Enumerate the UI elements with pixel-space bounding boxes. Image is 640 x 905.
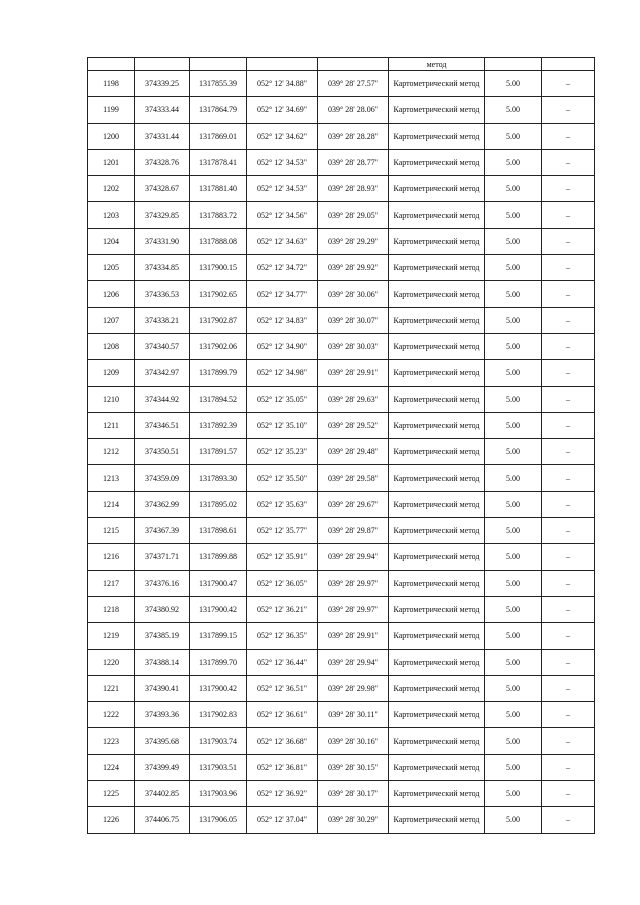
cell-point-number: 1200 <box>88 123 135 149</box>
table-row <box>88 781 595 807</box>
cell-note: – <box>542 518 595 544</box>
cell-longitude: 039° 28' 30.15" <box>318 754 389 780</box>
cell-method: Картометрический метод <box>389 123 485 149</box>
table-row <box>88 123 595 149</box>
cell-longitude: 039° 28' 30.29" <box>318 807 389 833</box>
cell-method: Картометрический метод <box>389 412 485 438</box>
cell-x: 374395.68 <box>135 728 190 754</box>
cell-latitude: 052° 12' 35.50" <box>247 465 318 491</box>
cell-method: Картометрический метод <box>389 702 485 728</box>
cell-point-number: 1211 <box>88 412 135 438</box>
cell-latitude: 052° 12' 34.53" <box>247 176 318 202</box>
cell-y: 1317881.40 <box>190 176 247 202</box>
table-row <box>88 702 595 728</box>
cell-note: – <box>542 123 595 149</box>
cell-point-number: 1210 <box>88 386 135 412</box>
cell-x: 374331.90 <box>135 228 190 254</box>
cell-accuracy: 5.00 <box>485 675 542 701</box>
cell-method: Картометрический метод <box>389 570 485 596</box>
cell-y: 1317902.87 <box>190 307 247 333</box>
cell-x: 374367.39 <box>135 518 190 544</box>
cell-point-number: 1223 <box>88 728 135 754</box>
cell-method: Картометрический метод <box>389 807 485 833</box>
cell-accuracy: 5.00 <box>485 649 542 675</box>
cell-note: – <box>542 281 595 307</box>
table-row <box>88 255 595 281</box>
cell-longitude: 039° 28' 30.16" <box>318 728 389 754</box>
cell-point-number: 1215 <box>88 518 135 544</box>
cell-note: – <box>542 333 595 359</box>
table-row <box>88 570 595 596</box>
table-row <box>88 596 595 622</box>
table-row <box>88 754 595 780</box>
cell-method: Картометрический метод <box>389 465 485 491</box>
cell-x: 374346.51 <box>135 412 190 438</box>
cell-method: Картометрический метод <box>389 754 485 780</box>
cell-y: 1317878.41 <box>190 149 247 175</box>
cell-point-number: 1214 <box>88 491 135 517</box>
cell-x: 374399.49 <box>135 754 190 780</box>
cell-latitude: 052° 12' 37.04" <box>247 807 318 833</box>
cell-point-number: 1216 <box>88 544 135 570</box>
cell-note: – <box>542 97 595 123</box>
cell-accuracy: 5.00 <box>485 754 542 780</box>
cell-y: 1317898.61 <box>190 518 247 544</box>
cell-longitude: 039° 28' 29.98" <box>318 675 389 701</box>
cell-longitude: 039° 28' 28.06" <box>318 97 389 123</box>
cell-longitude: 039° 28' 29.87" <box>318 518 389 544</box>
cell-x: 374376.16 <box>135 570 190 596</box>
cell-latitude: 052° 12' 34.63" <box>247 228 318 254</box>
cell-method: Картометрический метод <box>389 97 485 123</box>
cell-note: – <box>542 781 595 807</box>
cell-y: 1317893.30 <box>190 465 247 491</box>
cell-note: – <box>542 570 595 596</box>
cell-y: 1317869.01 <box>190 123 247 149</box>
cell-note: – <box>542 675 595 701</box>
cell-x: 374393.36 <box>135 702 190 728</box>
cell-x: 374334.85 <box>135 255 190 281</box>
cell-note: – <box>542 465 595 491</box>
cell-point-number: 1224 <box>88 754 135 780</box>
coordinates-table <box>87 57 595 834</box>
cell-latitude: 052° 12' 34.53" <box>247 149 318 175</box>
table-row <box>88 518 595 544</box>
cell-point-number: 1198 <box>88 71 135 97</box>
cell-latitude: 052° 12' 34.88" <box>247 71 318 97</box>
cell-latitude: 052° 12' 34.77" <box>247 281 318 307</box>
cell-accuracy: 5.00 <box>485 149 542 175</box>
cell-accuracy: 5.00 <box>485 544 542 570</box>
cell-longitude: 039° 28' 30.07" <box>318 307 389 333</box>
cell-y: 1317864.79 <box>190 97 247 123</box>
cell-x: 374328.76 <box>135 149 190 175</box>
cell-y: 1317892.39 <box>190 412 247 438</box>
cell-latitude: 052° 12' 36.51" <box>247 675 318 701</box>
cell-y: 1317900.42 <box>190 596 247 622</box>
cell-latitude: 052° 12' 36.35" <box>247 623 318 649</box>
cell-accuracy: 5.00 <box>485 570 542 596</box>
cell-y <box>190 58 247 71</box>
cell-point-number <box>88 58 135 71</box>
cell-method: Картометрический метод <box>389 518 485 544</box>
cell-method: Картометрический метод <box>389 333 485 359</box>
cell-longitude: 039° 28' 29.94" <box>318 544 389 570</box>
cell-note: – <box>542 228 595 254</box>
cell-point-number: 1218 <box>88 596 135 622</box>
table-row <box>88 71 595 97</box>
cell-accuracy: 5.00 <box>485 333 542 359</box>
table-row <box>88 307 595 333</box>
cell-longitude: 039° 28' 29.97" <box>318 570 389 596</box>
table-row <box>88 649 595 675</box>
cell-note: – <box>542 412 595 438</box>
cell-x: 374390.41 <box>135 675 190 701</box>
cell-method: Картометрический метод <box>389 360 485 386</box>
cell-x: 374331.44 <box>135 123 190 149</box>
cell-accuracy: 5.00 <box>485 228 542 254</box>
cell-point-number: 1204 <box>88 228 135 254</box>
cell-x: 374385.19 <box>135 623 190 649</box>
cell-point-number: 1202 <box>88 176 135 202</box>
cell-method: Картометрический метод <box>389 281 485 307</box>
cell-point-number: 1203 <box>88 202 135 228</box>
cell-latitude: 052° 12' 34.69" <box>247 97 318 123</box>
cell-point-number: 1201 <box>88 149 135 175</box>
cell-method: Картометрический метод <box>389 649 485 675</box>
cell-y: 1317888.08 <box>190 228 247 254</box>
cell-x: 374342.97 <box>135 360 190 386</box>
cell-method: Картометрический метод <box>389 386 485 412</box>
cell-y: 1317900.42 <box>190 675 247 701</box>
cell-x: 374380.92 <box>135 596 190 622</box>
cell-latitude: 052° 12' 34.72" <box>247 255 318 281</box>
cell-note: – <box>542 807 595 833</box>
cell-y: 1317902.06 <box>190 333 247 359</box>
cell-x: 374329.85 <box>135 202 190 228</box>
cell-latitude: 052° 12' 34.62" <box>247 123 318 149</box>
cell-y: 1317906.05 <box>190 807 247 833</box>
cell-point-number: 1213 <box>88 465 135 491</box>
cell-y: 1317900.47 <box>190 570 247 596</box>
cell-note: – <box>542 623 595 649</box>
cell-point-number: 1209 <box>88 360 135 386</box>
table-row <box>88 360 595 386</box>
cell-note: – <box>542 491 595 517</box>
cell-latitude: 052° 12' 36.81" <box>247 754 318 780</box>
table-row <box>88 728 595 754</box>
cell-point-number: 1212 <box>88 439 135 465</box>
cell-accuracy <box>485 58 542 71</box>
cell-point-number: 1220 <box>88 649 135 675</box>
cell-longitude: 039° 28' 27.57" <box>318 71 389 97</box>
cell-point-number: 1219 <box>88 623 135 649</box>
cell-accuracy: 5.00 <box>485 518 542 544</box>
cell-y: 1317903.96 <box>190 781 247 807</box>
cell-latitude: 052° 12' 35.05" <box>247 386 318 412</box>
table-row <box>88 412 595 438</box>
cell-method: Картометрический метод <box>389 675 485 701</box>
table-row <box>88 202 595 228</box>
cell-longitude: 039° 28' 28.28" <box>318 123 389 149</box>
cell-point-number: 1226 <box>88 807 135 833</box>
cell-point-number: 1205 <box>88 255 135 281</box>
table-row <box>88 97 595 123</box>
cell-note: – <box>542 439 595 465</box>
cell-y: 1317900.15 <box>190 255 247 281</box>
cell-latitude: 052° 12' 36.92" <box>247 781 318 807</box>
cell-latitude: 052° 12' 36.21" <box>247 596 318 622</box>
cell-x: 374359.09 <box>135 465 190 491</box>
cell-accuracy: 5.00 <box>485 465 542 491</box>
table-row <box>88 544 595 570</box>
cell-point-number: 1208 <box>88 333 135 359</box>
cell-x: 374350.51 <box>135 439 190 465</box>
cell-method: Картометрический метод <box>389 176 485 202</box>
cell-latitude: 052° 12' 34.98" <box>247 360 318 386</box>
cell-method: Картометрический метод <box>389 491 485 517</box>
cell-latitude: 052° 12' 34.56" <box>247 202 318 228</box>
cell-accuracy: 5.00 <box>485 71 542 97</box>
table-row <box>88 807 595 833</box>
cell-x: 374328.67 <box>135 176 190 202</box>
cell-longitude: 039° 28' 29.94" <box>318 649 389 675</box>
cell-latitude: 052° 12' 36.61" <box>247 702 318 728</box>
cell-method: Картометрический метод <box>389 71 485 97</box>
cell-longitude: 039° 28' 29.52" <box>318 412 389 438</box>
cell-y: 1317899.70 <box>190 649 247 675</box>
cell-accuracy: 5.00 <box>485 97 542 123</box>
cell-x: 374402.85 <box>135 781 190 807</box>
cell-x: 374336.53 <box>135 281 190 307</box>
table-row <box>88 675 595 701</box>
cell-note: – <box>542 702 595 728</box>
cell-note: – <box>542 360 595 386</box>
cell-longitude: 039° 28' 30.11" <box>318 702 389 728</box>
cell-point-number: 1206 <box>88 281 135 307</box>
cell-note: – <box>542 386 595 412</box>
cell-method: Картометрический метод <box>389 728 485 754</box>
cell-note: – <box>542 649 595 675</box>
cell-longitude: 039° 28' 28.93" <box>318 176 389 202</box>
cell-latitude: 052° 12' 36.44" <box>247 649 318 675</box>
cell-x: 374362.99 <box>135 491 190 517</box>
cell-longitude: 039° 28' 29.05" <box>318 202 389 228</box>
cell-method: Картометрический метод <box>389 596 485 622</box>
cell-method: Картометрический метод <box>389 781 485 807</box>
cell-accuracy: 5.00 <box>485 728 542 754</box>
cell-longitude: 039° 28' 29.48" <box>318 439 389 465</box>
cell-point-number: 1199 <box>88 97 135 123</box>
cell-note: – <box>542 307 595 333</box>
cell-y: 1317883.72 <box>190 202 247 228</box>
cell-note: – <box>542 544 595 570</box>
cell-accuracy: 5.00 <box>485 491 542 517</box>
cell-accuracy: 5.00 <box>485 781 542 807</box>
continuation-row <box>88 58 595 71</box>
cell-point-number: 1217 <box>88 570 135 596</box>
cell-y: 1317899.15 <box>190 623 247 649</box>
table-row <box>88 281 595 307</box>
table-row <box>88 386 595 412</box>
cell-method: Картометрический метод <box>389 439 485 465</box>
cell-method: Картометрический метод <box>389 202 485 228</box>
cell-accuracy: 5.00 <box>485 255 542 281</box>
cell-method: Картометрический метод <box>389 307 485 333</box>
table-row <box>88 623 595 649</box>
cell-latitude <box>247 58 318 71</box>
cell-longitude: 039° 28' 29.97" <box>318 596 389 622</box>
cell-latitude: 052° 12' 35.77" <box>247 518 318 544</box>
cell-y: 1317894.52 <box>190 386 247 412</box>
cell-x: 374338.21 <box>135 307 190 333</box>
cell-note: – <box>542 255 595 281</box>
cell-x: 374339.25 <box>135 71 190 97</box>
cell-note <box>542 58 595 71</box>
cell-note: – <box>542 149 595 175</box>
cell-accuracy: 5.00 <box>485 623 542 649</box>
cell-y: 1317899.79 <box>190 360 247 386</box>
cell-x: 374406.75 <box>135 807 190 833</box>
cell-latitude: 052° 12' 36.68" <box>247 728 318 754</box>
cell-x: 374333.44 <box>135 97 190 123</box>
table-row <box>88 465 595 491</box>
cell-latitude: 052° 12' 36.05" <box>247 570 318 596</box>
cell-note: – <box>542 202 595 228</box>
cell-accuracy: 5.00 <box>485 386 542 412</box>
cell-latitude: 052° 12' 34.90" <box>247 333 318 359</box>
cell-x <box>135 58 190 71</box>
cell-y: 1317903.74 <box>190 728 247 754</box>
cell-y: 1317903.51 <box>190 754 247 780</box>
cell-longitude: 039° 28' 29.67" <box>318 491 389 517</box>
cell-accuracy: 5.00 <box>485 202 542 228</box>
cell-accuracy: 5.00 <box>485 281 542 307</box>
cell-accuracy: 5.00 <box>485 439 542 465</box>
table-row <box>88 439 595 465</box>
cell-note: – <box>542 176 595 202</box>
cell-longitude: 039° 28' 30.03" <box>318 333 389 359</box>
cell-method: Картометрический метод <box>389 255 485 281</box>
cell-method: метод <box>389 58 485 71</box>
cell-longitude: 039° 28' 29.29" <box>318 228 389 254</box>
cell-longitude: 039° 28' 30.17" <box>318 781 389 807</box>
cell-y: 1317895.02 <box>190 491 247 517</box>
table-row <box>88 228 595 254</box>
cell-accuracy: 5.00 <box>485 596 542 622</box>
cell-latitude: 052° 12' 35.23" <box>247 439 318 465</box>
cell-accuracy: 5.00 <box>485 702 542 728</box>
cell-accuracy: 5.00 <box>485 360 542 386</box>
cell-accuracy: 5.00 <box>485 807 542 833</box>
cell-latitude: 052° 12' 35.91" <box>247 544 318 570</box>
cell-latitude: 052° 12' 34.83" <box>247 307 318 333</box>
cell-longitude: 039° 28' 29.92" <box>318 255 389 281</box>
coordinates-table-body <box>88 58 595 834</box>
cell-longitude: 039° 28' 29.91" <box>318 360 389 386</box>
cell-longitude: 039° 28' 29.63" <box>318 386 389 412</box>
cell-longitude: 039° 28' 28.77" <box>318 149 389 175</box>
cell-point-number: 1222 <box>88 702 135 728</box>
cell-x: 374344.92 <box>135 386 190 412</box>
cell-longitude <box>318 58 389 71</box>
cell-note: – <box>542 754 595 780</box>
cell-latitude: 052° 12' 35.10" <box>247 412 318 438</box>
cell-point-number: 1225 <box>88 781 135 807</box>
cell-method: Картометрический метод <box>389 623 485 649</box>
cell-point-number: 1221 <box>88 675 135 701</box>
cell-note: – <box>542 728 595 754</box>
cell-y: 1317899.88 <box>190 544 247 570</box>
cell-latitude: 052° 12' 35.63" <box>247 491 318 517</box>
cell-note: – <box>542 71 595 97</box>
cell-x: 374371.71 <box>135 544 190 570</box>
table-row <box>88 149 595 175</box>
cell-accuracy: 5.00 <box>485 176 542 202</box>
cell-longitude: 039° 28' 30.06" <box>318 281 389 307</box>
cell-accuracy: 5.00 <box>485 123 542 149</box>
cell-note: – <box>542 596 595 622</box>
cell-accuracy: 5.00 <box>485 307 542 333</box>
cell-longitude: 039° 28' 29.58" <box>318 465 389 491</box>
cell-y: 1317902.65 <box>190 281 247 307</box>
cell-method: Картометрический метод <box>389 149 485 175</box>
cell-accuracy: 5.00 <box>485 412 542 438</box>
table-row <box>88 333 595 359</box>
cell-method: Картометрический метод <box>389 228 485 254</box>
cell-method: Картометрический метод <box>389 544 485 570</box>
table-row <box>88 176 595 202</box>
cell-y: 1317855.39 <box>190 71 247 97</box>
cell-longitude: 039° 28' 29.91" <box>318 623 389 649</box>
cell-x: 374388.14 <box>135 649 190 675</box>
cell-y: 1317891.57 <box>190 439 247 465</box>
cell-y: 1317902.83 <box>190 702 247 728</box>
cell-x: 374340.57 <box>135 333 190 359</box>
table-row <box>88 491 595 517</box>
cell-point-number: 1207 <box>88 307 135 333</box>
